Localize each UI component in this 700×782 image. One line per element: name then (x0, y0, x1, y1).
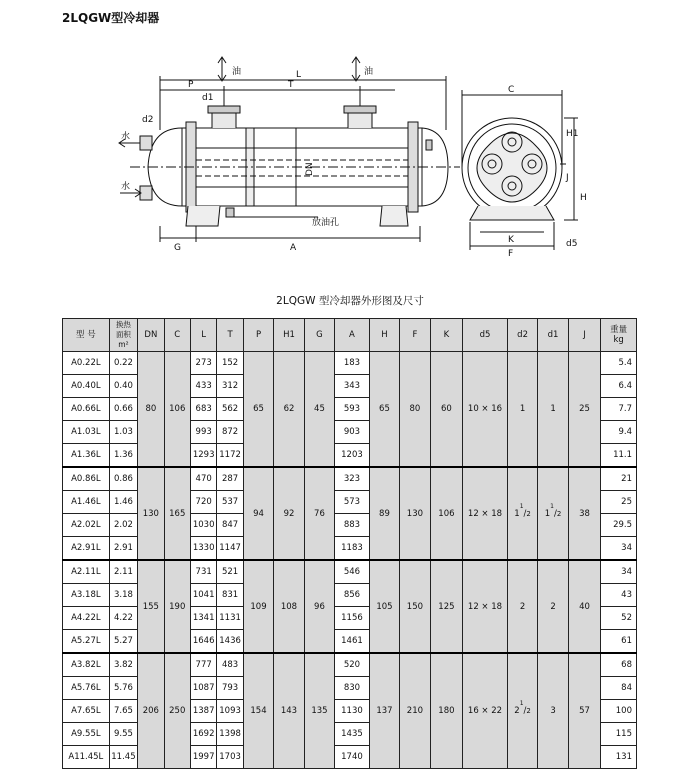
cell-H1: 108 (274, 560, 304, 653)
cell-C: 165 (164, 467, 190, 560)
cell-F: 210 (400, 653, 430, 769)
cell-d1-whole: 1 (550, 404, 556, 414)
cell-L: 1293 (190, 444, 216, 468)
cell-weight: 84 (601, 677, 637, 700)
cell-L: 1087 (190, 677, 216, 700)
cell-A: 1130 (335, 700, 370, 723)
cell-K: 60 (430, 352, 463, 468)
cell-area: 5.27 (109, 630, 137, 654)
dim-H: H (580, 193, 587, 203)
header-H: H (369, 319, 399, 352)
cell-d2-denominator: 2 (526, 707, 531, 715)
cell-d1 (538, 653, 568, 769)
cell-T: 1436 (217, 630, 243, 654)
dim-H1: H1 (566, 129, 579, 139)
cell-d1-slash: / (554, 508, 557, 519)
cell-area: 11.45 (109, 746, 137, 769)
header-G: G (304, 319, 334, 352)
cell-T: 831 (217, 584, 243, 607)
cell-T: 562 (217, 398, 243, 421)
cell-DN: 206 (138, 653, 164, 769)
cell-area: 4.22 (109, 607, 137, 630)
cell-d2-slash: / (523, 508, 527, 519)
dim-K: K (508, 235, 514, 245)
cell-area: 5.76 (109, 677, 137, 700)
cell-A: 1435 (335, 723, 370, 746)
cell-L: 1041 (190, 584, 216, 607)
cell-C: 190 (164, 560, 190, 653)
cell-H1: 62 (274, 352, 304, 468)
cell-d2 (507, 560, 537, 653)
cell-area: 7.65 (109, 700, 137, 723)
header-J: J (568, 319, 601, 352)
cell-F: 150 (400, 560, 430, 653)
header-K: K (430, 319, 463, 352)
cell-weight: 7.7 (601, 398, 637, 421)
cell-H: 105 (369, 560, 399, 653)
cell-d1-whole: 2 (550, 601, 556, 612)
cell-d2-whole: 1 (514, 508, 520, 519)
cell-A: 183 (335, 352, 370, 375)
cell-d2-numerator: 1 (519, 700, 524, 707)
cell-L: 1646 (190, 630, 216, 654)
cell-d1-whole: 1 (544, 508, 551, 519)
cell-L: 433 (190, 375, 216, 398)
cell-L: 1997 (190, 746, 216, 769)
cell-T: 1131 (217, 607, 243, 630)
spec-table (62, 318, 637, 769)
cell-P: 109 (243, 560, 273, 653)
cell-L: 1341 (190, 607, 216, 630)
cell-P: 65 (243, 352, 273, 468)
cell-d1-numerator: 1 (550, 502, 554, 510)
cell-area: 3.18 (109, 584, 137, 607)
cell-area: 0.86 (109, 467, 137, 491)
cell-model: A4.22L (63, 607, 110, 630)
cell-L: 1330 (190, 537, 216, 561)
cell-K: 180 (430, 653, 463, 769)
header-area: 换热 面积 m² (109, 319, 137, 352)
header-H1: H1 (274, 319, 304, 352)
cell-T: 537 (217, 491, 243, 514)
cell-L: 1387 (190, 700, 216, 723)
cell-model: A0.86L (63, 467, 110, 491)
cell-d5: 16 × 22 (463, 653, 508, 769)
cell-d2-whole: 1 (519, 404, 526, 414)
cell-G: 96 (304, 560, 334, 653)
cell-T: 1398 (217, 723, 243, 746)
cell-weight: 21 (601, 467, 637, 491)
cell-J: 57 (568, 653, 601, 769)
dim-F: F (508, 249, 514, 259)
cell-A: 546 (335, 560, 370, 584)
cell-A: 1156 (335, 607, 370, 630)
cell-T: 847 (217, 514, 243, 537)
header-model: 型 号 (63, 319, 110, 352)
cell-weight: 131 (601, 746, 637, 769)
table-row (63, 352, 637, 375)
cell-d5: 12 × 18 (463, 467, 508, 560)
cell-area: 3.82 (109, 653, 137, 677)
cell-d1 (538, 560, 568, 653)
header-F: F (400, 319, 430, 352)
cell-area: 1.36 (109, 444, 137, 468)
cell-F: 130 (400, 467, 430, 560)
cell-C: 106 (164, 352, 190, 468)
cell-d2 (507, 653, 537, 769)
cell-area: 0.66 (109, 398, 137, 421)
cell-d2 (507, 467, 537, 560)
cell-L: 470 (190, 467, 216, 491)
cell-J: 38 (568, 467, 601, 560)
cell-T: 872 (217, 421, 243, 444)
cell-H1: 92 (274, 467, 304, 560)
cell-model: A0.66L (63, 398, 110, 421)
header-C: C (164, 319, 190, 352)
cell-weight: 68 (601, 653, 637, 677)
cell-A: 1203 (335, 444, 370, 468)
cell-G: 45 (304, 352, 334, 468)
cell-F: 80 (400, 352, 430, 468)
header-d1: d1 (538, 319, 568, 352)
dim-d1: d1 (202, 93, 214, 103)
cell-weight: 61 (601, 630, 637, 654)
dim-J: J (566, 173, 569, 183)
cell-T: 1147 (217, 537, 243, 561)
cell-d5: 12 × 18 (463, 560, 508, 653)
cell-area: 9.55 (109, 723, 137, 746)
cell-H: 89 (369, 467, 399, 560)
cell-T: 1093 (217, 700, 243, 723)
cell-weight: 115 (601, 723, 637, 746)
cell-L: 273 (190, 352, 216, 375)
cell-d2-whole: 2 (519, 601, 526, 612)
table-row (63, 467, 637, 491)
cell-L: 777 (190, 653, 216, 677)
cell-model: A3.18L (63, 584, 110, 607)
cell-weight: 6.4 (601, 375, 637, 398)
cell-d1 (538, 467, 568, 560)
cell-weight: 25 (601, 491, 637, 514)
dim-C: C (508, 85, 515, 95)
cell-model: A0.22L (63, 352, 110, 375)
cell-area: 2.02 (109, 514, 137, 537)
cell-P: 154 (243, 653, 273, 769)
cell-area: 1.03 (109, 421, 137, 444)
cell-T: 152 (217, 352, 243, 375)
cell-model: A9.55L (63, 723, 110, 746)
cell-model: A5.76L (63, 677, 110, 700)
table-row (63, 560, 637, 584)
cell-weight: 52 (601, 607, 637, 630)
cell-T: 521 (217, 560, 243, 584)
cell-T: 287 (217, 467, 243, 491)
cell-d2-slash: / (523, 706, 527, 716)
cell-DN: 130 (138, 467, 164, 560)
cell-model: A3.82L (63, 653, 110, 677)
cell-A: 856 (335, 584, 370, 607)
cell-d2-whole: 2 (514, 706, 520, 716)
cell-model: A0.40L (63, 375, 110, 398)
water-out-label: 水 (121, 132, 131, 142)
dim-d5: d5 (566, 239, 578, 249)
cell-weight: 34 (601, 560, 637, 584)
dim-d2: d2 (142, 115, 154, 125)
cell-model: A11.45L (63, 746, 110, 769)
cell-model: A1.36L (63, 444, 110, 468)
cell-area: 1.46 (109, 491, 137, 514)
dim-DN: DN (305, 162, 315, 176)
cell-area: 2.11 (109, 560, 137, 584)
table-header-row (63, 319, 637, 352)
header-L: L (190, 319, 216, 352)
cooler-outline-drawing (0, 40, 700, 280)
header-d2: d2 (507, 319, 537, 352)
cell-area: 2.91 (109, 537, 137, 561)
cell-K: 125 (430, 560, 463, 653)
cell-weight: 9.4 (601, 421, 637, 444)
cell-DN: 80 (138, 352, 164, 468)
cell-K: 106 (430, 467, 463, 560)
cell-DN: 155 (138, 560, 164, 653)
cell-A: 593 (335, 398, 370, 421)
cell-A: 883 (335, 514, 370, 537)
cell-weight: 43 (601, 584, 637, 607)
header-DN: DN (138, 319, 164, 352)
table-row (63, 653, 637, 677)
cell-A: 573 (335, 491, 370, 514)
cell-A: 343 (335, 375, 370, 398)
dim-G: G (174, 243, 181, 253)
header-d5: d5 (463, 319, 508, 352)
cell-model: A2.02L (63, 514, 110, 537)
cell-weight: 5.4 (601, 352, 637, 375)
cell-d1 (538, 352, 568, 468)
dim-L: L (296, 70, 302, 80)
oil-label-left: 油 (232, 67, 242, 77)
cell-A: 903 (335, 421, 370, 444)
drain-label: 放油孔 (312, 218, 340, 228)
cell-A: 1461 (335, 630, 370, 654)
cell-A: 520 (335, 653, 370, 677)
cell-d1-whole: 3 (550, 706, 556, 716)
cell-A: 830 (335, 677, 370, 700)
header-T: T (217, 319, 243, 352)
cell-d2-numerator: 1 (519, 502, 524, 510)
cell-J: 40 (568, 560, 601, 653)
cell-G: 76 (304, 467, 334, 560)
cell-A: 323 (335, 467, 370, 491)
cell-weight: 11.1 (601, 444, 637, 468)
dim-A: A (290, 243, 297, 253)
oil-label-right: 油 (364, 67, 374, 77)
cell-d2-denominator: 2 (526, 509, 531, 518)
cell-L: 1692 (190, 723, 216, 746)
cell-model: A1.03L (63, 421, 110, 444)
cell-H: 137 (369, 653, 399, 769)
cell-T: 793 (217, 677, 243, 700)
cell-model: A5.27L (63, 630, 110, 654)
cell-T: 1703 (217, 746, 243, 769)
cell-d2 (507, 352, 537, 468)
cell-d1-denominator: 2 (556, 509, 562, 518)
cell-L: 720 (190, 491, 216, 514)
cell-L: 1030 (190, 514, 216, 537)
cell-T: 312 (217, 375, 243, 398)
water-in-label: 水 (121, 182, 131, 192)
cell-T: 483 (217, 653, 243, 677)
header-weight: 重量 kg (601, 319, 637, 352)
page-title: 2LQGW型冷却器 (62, 11, 160, 25)
cell-model: A7.65L (63, 700, 110, 723)
cell-area: 0.40 (109, 375, 137, 398)
cell-C: 250 (164, 653, 190, 769)
cell-L: 993 (190, 421, 216, 444)
cell-d5: 10 × 16 (463, 352, 508, 468)
header-P: P (243, 319, 273, 352)
dim-P: P (188, 80, 194, 90)
cell-A: 1740 (335, 746, 370, 769)
cell-weight: 34 (601, 537, 637, 561)
cell-L: 683 (190, 398, 216, 421)
cell-model: A2.91L (63, 537, 110, 561)
cell-J: 25 (568, 352, 601, 468)
cell-model: A1.46L (63, 491, 110, 514)
cell-weight: 100 (601, 700, 637, 723)
drawing-caption: 2LQGW 型冷却器外形图及尺寸 (276, 295, 424, 307)
cell-H: 65 (369, 352, 399, 468)
cell-area: 0.22 (109, 352, 137, 375)
cell-weight: 29.5 (601, 514, 637, 537)
cell-A: 1183 (335, 537, 370, 561)
cell-T: 1172 (217, 444, 243, 468)
cell-L: 731 (190, 560, 216, 584)
cell-model: A2.11L (63, 560, 110, 584)
cell-G: 135 (304, 653, 334, 769)
cell-P: 94 (243, 467, 273, 560)
dim-T: T (288, 80, 294, 90)
header-A: A (335, 319, 370, 352)
cell-H1: 143 (274, 653, 304, 769)
